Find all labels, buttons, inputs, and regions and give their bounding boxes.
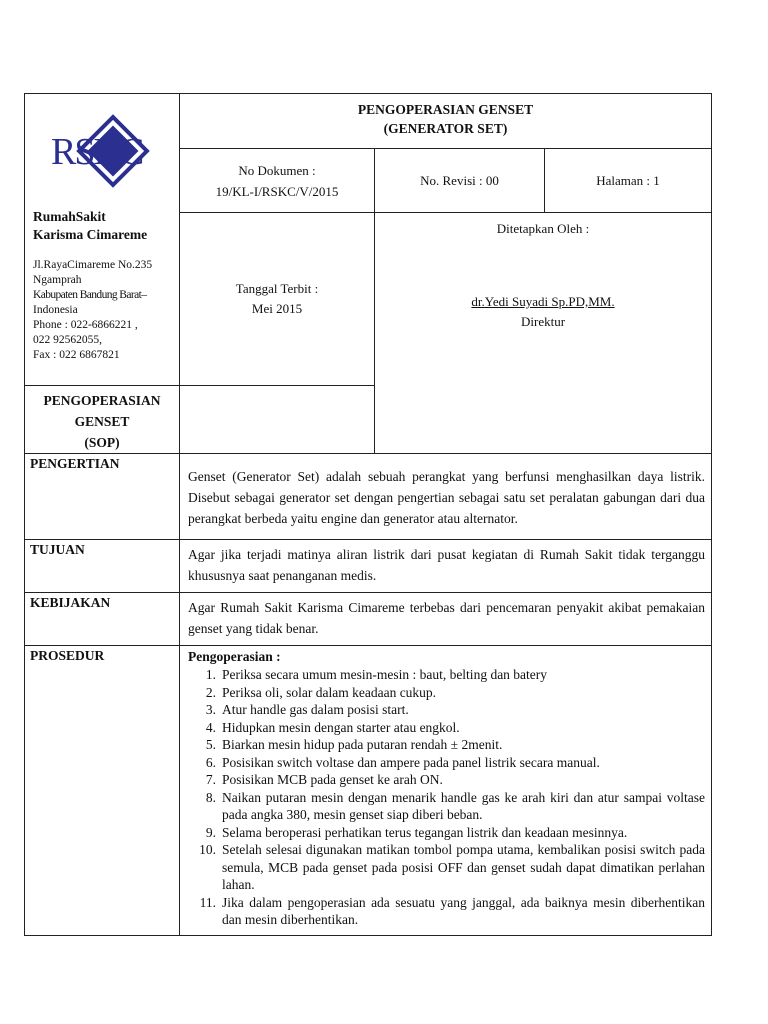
procedure-step-number: 8.	[205, 789, 216, 805]
procedure-step	[188, 789, 705, 824]
pengertian-label: PENGERTIAN	[25, 454, 180, 540]
issue-date-cell: Tanggal Terbit : Mei 2015	[180, 213, 375, 386]
procedure-step-number: 7.	[205, 772, 216, 787]
procedure-step	[188, 684, 705, 702]
procedure-step-text: Atur handle gas dalam posisi start.	[222, 702, 409, 717]
procedure-step-number: 6.	[205, 754, 216, 770]
pengertian-text: Genset (Generator Set) adalah sebuah perangkat yang berfunsi menghasilkan daya listrik. Disebut sebagai generator set dengan pengertian sebagai satu set peralatan gabungan dari dua perangkat berbeda yaitu engine dan generator atau alternator.	[180, 454, 712, 540]
hospital-address: Jl.RayaCimareme No.235 Ngamprah Kabupaten Bandung Barat– Indonesia Phone : 022-6866221 , 022 92562055, Fax : 022 6867821	[33, 258, 173, 363]
sop-document-table	[24, 93, 712, 936]
procedure-step-text: Periksa secara umum mesin-mesin : baut, belting dan batery	[222, 667, 548, 682]
prosedur-content	[180, 646, 712, 936]
kebijakan-text: Agar Rumah Sakit Karisma Cimareme terbebas dari pencemaran penyakit akibat pemakaian genset yang tidak benar.	[180, 593, 712, 646]
hospital-phone: Phone : 022-6866221 ,	[33, 319, 138, 331]
procedure-step-text: Selama beroperasi perhatikan terus tegangan listrik dan keadaan mesinnya.	[222, 824, 628, 840]
procedure-step	[188, 824, 705, 842]
document-title: PENGOPERASIAN GENSET (GENERATOR SET)	[180, 94, 712, 149]
procedure-step	[188, 666, 705, 684]
procedure-steps-list	[188, 666, 705, 929]
approver-name: dr.Yedi Suyadi Sp.PD,MM.	[471, 294, 615, 309]
procedure-step-text: Posisikan MCB pada genset ke arah ON.	[222, 772, 443, 787]
procedure-step-text: Naikan putaran mesin dengan menarik handle gas ke arah kiri dan atur sampai voltase pada angka 380, mesin genset siap diberi beban.	[222, 789, 706, 822]
procedure-step-number: 11.	[199, 894, 216, 910]
procedure-step-number: 2.	[205, 684, 216, 700]
tujuan-label: TUJUAN	[25, 540, 180, 593]
hospital-name-line1: RumahSakit	[33, 209, 106, 224]
procedure-step-number: 5.	[205, 737, 216, 752]
procedure-step-number: 4.	[205, 719, 216, 735]
page-number-cell: Halaman : 1	[545, 149, 712, 213]
approver-title: Direktur	[520, 314, 566, 329]
tujuan-text: Agar jika terjadi matinya aliran listrik dari pusat kegiatan di Rumah Sakit tidak terganggu khususnya saat penanganan medis.	[180, 540, 712, 593]
issue-date-cell-lower	[180, 386, 375, 454]
revision-cell: No. Revisi : 00	[375, 149, 545, 213]
procedure-step	[188, 894, 705, 929]
procedure-step-number: 1.	[205, 667, 216, 682]
procedure-step-number: 3.	[205, 702, 216, 717]
procedure-step-text: Setelah selesai digunakan matikan tombol pompa utama, kembalikan posisi switch pada semula, MCB pada genset pada posisi OFF dan genset sudah dapat dimatikan perlahan lahan.	[222, 842, 706, 892]
svg-text:RSKC: RSKC	[51, 131, 143, 173]
sop-title-cell: PENGOPERASIAN GENSET (SOP)	[25, 386, 180, 454]
approved-by-label: Ditetapkan Oleh :	[496, 221, 590, 236]
procedure-step-text: Jika dalam pengoperasian ada sesuatu yang janggal, ada baiknya mesin diberhentikan dan mesin diberhentikan.	[222, 894, 706, 927]
procedure-step-number: 10.	[199, 842, 216, 857]
procedure-step-number: 9.	[205, 824, 216, 840]
procedure-step-text: Periksa oli, solar dalam keadaan cukup.	[222, 684, 437, 700]
rskc-logo	[47, 114, 151, 188]
prosedur-label: PROSEDUR	[25, 646, 180, 936]
procedure-step-text: Biarkan mesin hidup pada putaran rendah ± 2menit.	[222, 737, 503, 752]
hospital-info-cell	[25, 94, 180, 386]
procedure-step	[188, 841, 705, 894]
document-number-cell: No Dokumen : 19/KL-I/RSKC/V/2015	[180, 149, 375, 213]
procedure-step	[188, 736, 705, 754]
approval-cell	[375, 213, 712, 454]
prosedur-heading: Pengoperasian :	[188, 649, 281, 664]
procedure-step	[188, 701, 705, 719]
procedure-step-text: Posisikan switch voltase dan ampere pada panel listrik secara manual.	[222, 754, 600, 770]
hospital-name-line2: Karisma Cimareme	[33, 227, 148, 242]
kebijakan-label: KEBIJAKAN	[25, 593, 180, 646]
hospital-fax: Fax : 022 6867821	[33, 349, 120, 361]
procedure-step	[188, 771, 705, 789]
procedure-step	[188, 754, 705, 772]
procedure-step-text: Hidupkan mesin dengan starter atau engkol.	[222, 719, 460, 735]
procedure-step	[188, 719, 705, 737]
